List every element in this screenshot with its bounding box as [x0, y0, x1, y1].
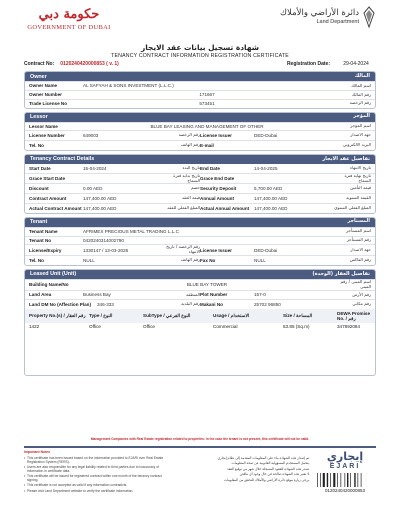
registration-date-value: 29-04-2024: [343, 61, 369, 68]
land-department-logo: [280, 6, 376, 28]
contract-details-title: Tenancy Contract Details: [30, 156, 95, 163]
note-item-ar: تم إصدار هذه الشهادة بناء على المعلومات المقدمة إلى نظام إيجاري.: [217, 456, 310, 460]
field-value: AL SAFYAH & SONS INVESTMENT (L.L.C.): [83, 83, 174, 89]
field-label: Tenant No: [29, 237, 52, 243]
unit-table-blank-area: [25, 331, 375, 375]
tenant-title-ar: المستأجر: [347, 218, 370, 225]
field-value: 0.00 AED: [83, 186, 103, 192]
field-label-ar: رقم الرخصة: [349, 100, 371, 106]
owner-number-row: [25, 90, 375, 99]
table-row: [25, 323, 375, 331]
barcode-bar: [350, 473, 351, 487]
field-label-ar: المنطقة: [186, 291, 200, 297]
field-label: Start Date: [29, 165, 51, 171]
field-label-ar: رقم الهاتف: [180, 257, 200, 263]
column-header: SubType / النوع الفرعي: [143, 313, 191, 319]
field-label-ar: رقم المالك: [351, 91, 371, 97]
lessor-title-ar: المؤجر: [353, 113, 370, 120]
unit-table-header: [25, 309, 375, 323]
tenant-title: Tenant: [30, 219, 48, 226]
land-dept-english-name: Land Department: [316, 19, 359, 26]
field-label: Land Area: [29, 292, 52, 298]
barcode-bar: [330, 473, 331, 487]
title-arabic: شهادة تسجيل بيانات عقد الايجار: [141, 43, 259, 52]
barcode-number: 0120240420000853: [324, 488, 366, 494]
leased-unit-title: Leased Unit (Unit): [30, 271, 77, 278]
field-label-ar: رقم المستأجر: [346, 237, 371, 243]
contract-detail-row: [25, 203, 375, 213]
leased-unit-title-ar: تفاصيل العقار (الوحدة): [312, 270, 370, 277]
ejari-english: EJARI: [329, 463, 361, 470]
field-label: License Issuer: [200, 247, 232, 253]
field-label-ar: رقم الرخصة / تاريخ الانتهاء: [166, 244, 200, 255]
contract-no-label: Contract No:: [24, 61, 55, 68]
column-header: Property No.(s) / رقم العقار: [29, 313, 86, 319]
field-value: DED-Dubai: [254, 133, 278, 139]
barcode-bar: [327, 473, 328, 487]
field-label: Grace End Date: [200, 176, 235, 181]
field-label-ar: قيمة التأمين: [350, 185, 371, 191]
tenant-section: [24, 217, 376, 266]
lessor-contact-row: [25, 140, 375, 150]
note-item: • Users are also responsible for any legal liability related to third parties due to inaccuracy of information in certificate data.: [24, 466, 165, 474]
footer-notes: [24, 446, 376, 508]
lessor-header: [25, 113, 375, 122]
field-label: License/Expiry: [29, 247, 62, 253]
owner-header: [25, 72, 375, 81]
column-header: Usage / الاستخدام: [213, 313, 250, 319]
land-dept-arabic-name: دائرة الأراضي والأملاك: [280, 8, 359, 19]
note-item-ar: يرجى زيارة موقع دائرة الأراضي والأملاك للتحقق من المعلومات.: [224, 477, 310, 482]
field-label: License Number: [29, 133, 65, 139]
field-label: Actual Contract Amount: [29, 205, 82, 211]
gov-english-name: GOVERNMENT OF DUBAI: [27, 24, 111, 31]
field-value: 1330147 / 13-03-2025: [83, 247, 129, 253]
dm-makani-row: [25, 299, 375, 309]
field-label: Makani No: [200, 302, 223, 308]
field-value: 147,400.00 AED: [83, 196, 117, 202]
field-value: 147,400.00 AED: [254, 205, 288, 211]
field-label-ar: القيمة السنوية: [346, 195, 371, 201]
contract-number-line: [24, 62, 376, 68]
barcode-bar: [323, 473, 325, 487]
lessor-title: Lessor: [30, 114, 48, 121]
contract-detail-row: [25, 173, 375, 184]
ejari-arabic: إيجاري: [326, 450, 364, 463]
field-label-ar: اسم المؤجر: [350, 123, 371, 129]
field-value: 157-0: [254, 292, 266, 298]
column-header: Size / المساحة: [283, 313, 313, 319]
field-value: 14-04-2025: [254, 165, 278, 171]
building-row: [25, 279, 375, 290]
note-item: • Please visit Land Department website to verify the certificate information.: [24, 490, 165, 494]
tenant-name-row: [25, 227, 375, 236]
field-label: Tel. No: [29, 257, 44, 263]
notes-heading: Important Notes: [24, 450, 50, 454]
field-label-ar: اسم المالك: [351, 82, 371, 88]
table-cell: Office: [143, 324, 155, 330]
field-label: Actual Annual Amount: [200, 205, 250, 211]
field-label-ar: رقم الهاتف: [180, 142, 200, 148]
table-cell: Office: [89, 324, 101, 330]
field-label-ar: رقم الرخصة: [178, 132, 200, 138]
ejari-logo: [314, 451, 376, 508]
field-label-ar: رقم مكاني: [352, 301, 371, 307]
field-label-ar: المبلغ الفعلي السنوي: [334, 205, 371, 211]
owner-title-ar: المالك: [354, 72, 370, 79]
field-label: Annual Amount: [200, 196, 235, 202]
table-cell: 53.85 (Sq.m): [283, 324, 310, 330]
notes-english: [24, 451, 165, 508]
note-item: • This certificate will be issued for registered contract within one month of the tenancy contract signing.: [24, 475, 165, 483]
field-value: 346-333: [97, 302, 114, 308]
government-logo: [24, 6, 114, 31]
column-header: Type / النوع: [89, 313, 113, 319]
barcode-bar: [358, 473, 359, 487]
field-label-ar: تاريخ بداية فترة السماح: [173, 172, 200, 183]
field-label: Plot Number: [200, 292, 228, 298]
contract-no-value: 0120240420000853 ( v. 1): [60, 61, 119, 68]
field-label: Grace Start Date: [29, 176, 66, 181]
field-label-ar: جهة الاصدار: [350, 246, 371, 252]
field-label-ar: المبلغ الفعلي للعقد: [167, 205, 200, 211]
table-cell: Commercial: [213, 324, 238, 330]
field-value: NULL: [254, 257, 266, 263]
field-label-ar: تاريخ الانتهاء: [350, 165, 371, 170]
contract-details-header: [25, 155, 375, 164]
owner-section: [24, 71, 376, 108]
contract-details-section: [24, 154, 376, 214]
field-value: NULL: [83, 257, 95, 263]
note-item: • This certificate has been issued based on the information provided to EJARI over Real Estate Registration System (RERS).: [24, 457, 165, 465]
field-label: Trade License No: [29, 101, 68, 107]
gov-arabic-name: حكومة دبي: [38, 7, 100, 22]
letterhead: [24, 6, 376, 42]
land-department-emblem-icon: [362, 6, 376, 28]
field-value: 147,400.00 AED: [83, 205, 117, 211]
field-label-ar: تاريخ نهاية فترة السماح: [344, 172, 371, 183]
barcode-bar: [347, 473, 348, 487]
field-value: 649003: [83, 133, 99, 139]
field-label: Fax No: [200, 257, 216, 263]
field-label: E-mail: [200, 142, 214, 148]
field-value: AFRIMEX PRECIOUS METAL TRADING L.L.C: [83, 229, 179, 235]
field-label-ar: جهة الاصدار: [350, 132, 371, 138]
owner-trade-license-row: [25, 99, 375, 108]
field-value: Business Bay: [83, 292, 111, 298]
field-value: 147,400.00 AED: [254, 196, 288, 202]
tenant-number-row: [25, 236, 375, 245]
barcode-bar: [333, 473, 335, 487]
field-label: Building Name/No: [29, 282, 69, 288]
field-label: Tenant Name: [29, 229, 58, 235]
note-item-ar: يتحمل المستخدم المسؤولية القانونية عن صحة المعلومات.: [231, 461, 310, 466]
field-label: Security Deposit: [200, 186, 237, 192]
field-value: 573451: [199, 101, 215, 107]
field-label: End Date: [200, 165, 220, 171]
note-item: • This certificate is not accepted as valid if any information contradicts.: [24, 484, 165, 488]
barcode-bar: [361, 473, 362, 487]
tenant-contact-row: [25, 255, 375, 265]
barcode-bar: [320, 473, 321, 487]
column-header: DEWA Promise No. / رقم: [337, 310, 371, 321]
contract-detail-row: [25, 164, 375, 173]
field-value: 25702 96850: [254, 302, 281, 308]
leased-unit-section: [24, 269, 376, 376]
barcode-bar: [345, 473, 346, 487]
field-value: 5,700.00 AED: [254, 186, 283, 192]
field-label-ar: اسم المبنى / رقم المبنى: [340, 278, 371, 289]
owner-name-row: [25, 81, 375, 90]
field-value: 15-04-2024: [83, 165, 107, 171]
notes-arabic: [169, 451, 310, 508]
field-value: BLUE BAY LEASING AND MANAGEMENT OF OTHER: [150, 123, 264, 129]
table-cell: 347892084: [337, 324, 360, 330]
area-plot-row: [25, 290, 375, 300]
field-label-ar: رقم البلدية: [181, 301, 200, 307]
field-label-ar: قيمة العقد: [181, 195, 200, 201]
table-cell: 1422: [29, 324, 40, 330]
field-label-ar: تاريخ البدء: [182, 165, 200, 170]
field-value: DED-Dubai: [254, 247, 278, 253]
lessor-name-row: [25, 122, 375, 131]
tenant-header: [25, 218, 375, 227]
field-label: Owner Name: [29, 83, 58, 89]
barcode-bar: [354, 473, 355, 487]
field-label: Discount: [29, 186, 49, 192]
field-value: 0420240314002790: [83, 237, 124, 243]
note-item-ar: تصدر هذه الشهادة للعقود المسجلة خلال شهر من توقيع العقد.: [227, 466, 310, 471]
contract-detail-row: [25, 183, 375, 193]
field-label: Tel. No: [29, 142, 44, 148]
validity-note: Management Companies with Real Estate registration related to properties: in the case the tenant is not present, this certificate will not be valid.: [90, 437, 310, 441]
field-label-ar: البريد الالكتروني: [342, 142, 371, 148]
field-label: License Issuer: [200, 133, 232, 139]
field-label-ar: رقم الفاكس: [349, 257, 371, 263]
field-label: Contract Amount: [29, 196, 67, 202]
note-item-ar: لا تعتبر هذه الشهادة صالحة في حال وجود أي تناقض.: [239, 472, 310, 477]
lessor-license-row: [25, 130, 375, 140]
barcode-bar: [317, 473, 318, 487]
registration-date-label: Registration Date:: [286, 61, 330, 68]
field-label-ar: خصم: [190, 185, 200, 191]
field-value: BLUE BAY TOWER: [186, 282, 228, 288]
tenant-license-row: [25, 244, 375, 255]
owner-title: Owner: [30, 73, 47, 80]
barcode-icon: [316, 473, 374, 487]
field-value: 171667: [199, 92, 215, 98]
contract-detail-row: [25, 193, 375, 203]
field-label: Owner Number: [29, 92, 62, 98]
lessor-section: [24, 112, 376, 151]
field-label: Lessor Name: [29, 123, 58, 129]
certificate-title: [24, 44, 376, 59]
field-label-ar: رقم الأرض: [352, 291, 371, 297]
barcode-bar: [341, 473, 342, 487]
contract-details-title-ar: تفاصيل عقد الايجار: [322, 155, 370, 162]
field-label: Land DM No (Affection Plan): [29, 302, 92, 308]
field-label-ar: اسم المستأجر: [346, 228, 371, 234]
title-english: TENANCY CONTRACT INFORMATION REGISTRATION CERTIFICATE: [111, 52, 289, 59]
barcode-bar: [337, 473, 338, 487]
leased-unit-header: [25, 270, 375, 279]
